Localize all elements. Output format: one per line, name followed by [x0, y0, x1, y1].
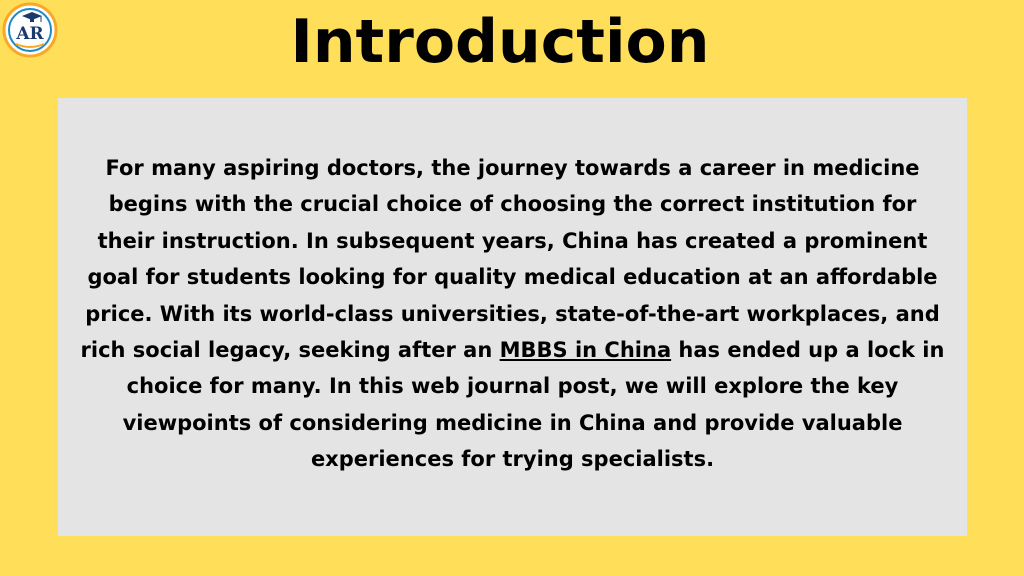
content-card — [58, 98, 967, 536]
logo-text: AR — [16, 24, 44, 44]
page-title: Introduction — [290, 7, 710, 77]
mbbs-in-china-link[interactable]: MBBS in China — [499, 338, 672, 363]
paragraph-text-before-link: For many aspiring doctors, the journey towards a career in medicine begins with the crucial choice of choosing the correct institution for their instruction. In subsequent years, China has created a prominent goal for students looking for quality medical education at an affordable price. With its world-class universities, state-of-the-art workplaces, and rich social legacy, seeking after an — [80, 156, 940, 363]
paragraph-text-after-link: has ended up a lock in choice for many. In this web journal post, we will explore the key viewpoints of considering medicine in China and provide valuable experiences for trying specialists. — [122, 338, 945, 472]
intro-paragraph — [80, 150, 945, 478]
